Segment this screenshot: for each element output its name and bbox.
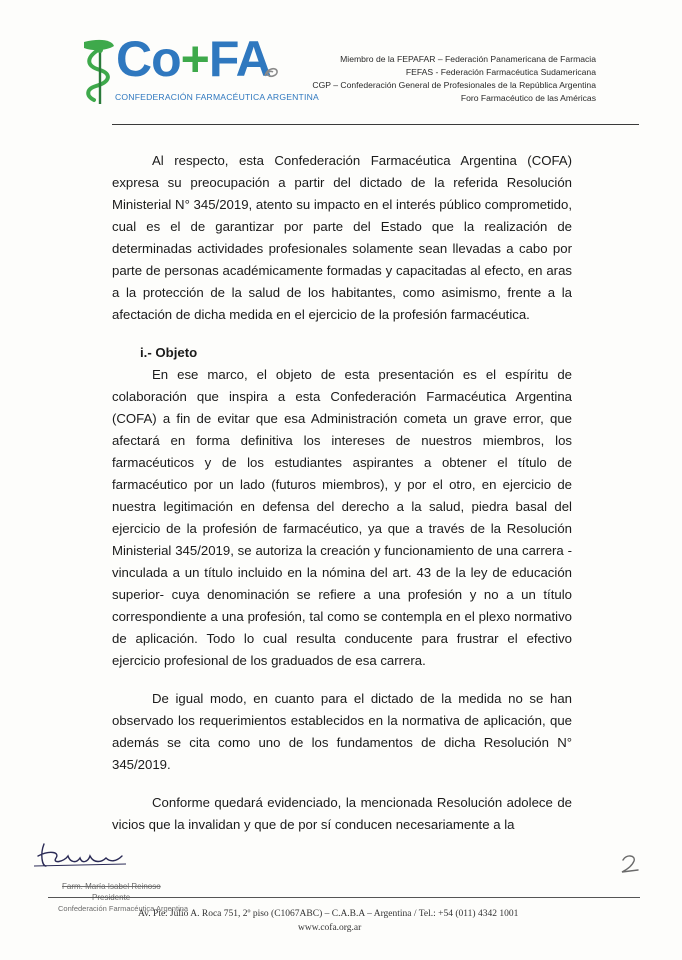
signatory-role: Presidente: [92, 893, 131, 902]
affiliation-line: Foro Farmacéutico de las Américas: [460, 93, 596, 103]
swirl-icon: [262, 64, 280, 82]
signatory-name: Farm. María Isabel Reinoso: [62, 882, 161, 891]
signatory-organization: Confederación Farmacéutica Argentina: [58, 904, 189, 913]
paragraph: Al respecto, esta Confederación Farmacéutica Argentina (COFA) expresa su preocupación a partir del dictado de la referida Resolución Ministerial N° 345/2019, atento su impacto en el interés público comprometido, cual es el de garantizar por parte del Estado que la realización de determinadas actividades profesionales solamente sean llevadas a cabo por parte de personas académicamente formadas y capacitadas al efecto, en aras a la protección de la salud de los habitantes, como asimismo, frente a la afectación de dicha medida en el ejercicio de la profesión farmacéutica.: [112, 153, 572, 322]
handwritten-signature: [30, 836, 140, 872]
footer-address: Av. Pte. Julio A. Roca 751, 2º piso (C1067ABC) – C.A.B.A – Argentina / Tel.: +54 (011) 4342 1001: [138, 909, 519, 919]
paragraph: De igual modo, en cuanto para el dictado de la medida no se han observado los requerimientos establecidos en la normativa de aplicación, que además se cita como uno de los fundamentos de dicha Resolución N° 345/2019.: [112, 691, 572, 772]
logo-plus: +: [180, 31, 209, 87]
caduceus-logo-icon: [78, 36, 118, 106]
affiliation-line: CGP – Confederación General de Profesionales de la República Argentina: [312, 80, 596, 90]
header-divider: [112, 124, 639, 125]
paragraph: Conforme quedará evidenciado, la mencionada Resolución adolece de vicios que la invalidan y que de por sí conducen necesariamente a la: [112, 795, 572, 832]
section-heading: i.- Objeto: [140, 345, 198, 360]
footer-divider: [48, 897, 640, 898]
document-body: [112, 150, 572, 836]
affiliations-block: [312, 53, 596, 105]
logo-wordmark: Co+FA: [116, 31, 271, 87]
cofa-logo: [78, 31, 319, 108]
footer-website: www.cofa.org.ar: [298, 923, 362, 933]
handwritten-page-number: [618, 852, 644, 876]
paragraph: En ese marco, el objeto de esta presentación es el espíritu de colaboración que inspira a esta Confederación Farmacéutica Argentina (COFA) a fin de evitar que esa Administración cometa un grave error, que afectará en forma definitiva los intereses de nuestros miembros, los farmacéuticos y de los estudiantes aspirantes a obtener el título de farmacéutico por un lado (futuros miembros), y por el otro, en ejercicio de nuestra legitimación en defensa del derecho a la salud, piedra basal del ejercicio de la profesión de farmacéutico, ya que a través de la Resolución Ministerial 345/2019, se autoriza la creación y funcionamiento de una carrera -vinculada a un título incluido en la nómina del art. 43 de la ley de educación superior- cuya denominación se refiere a una profesión y no a un título correspondiente a una profesión, tal como se contempla en el plexo normativo de aplicación. Todo lo cual resulta conducente para frustrar el efectivo ejercicio profesional de los graduados de esa carrera.: [112, 367, 572, 668]
logo-subtitle: CONFEDERACIÓN FARMACÉUTICA ARGENTINA: [115, 92, 319, 102]
affiliation-line: Miembro de la FEPAFAR – Federación Panamericana de Farmacia: [340, 54, 596, 64]
affiliation-line: FEFAS - Federación Farmacéutica Sudamericana: [405, 67, 596, 77]
